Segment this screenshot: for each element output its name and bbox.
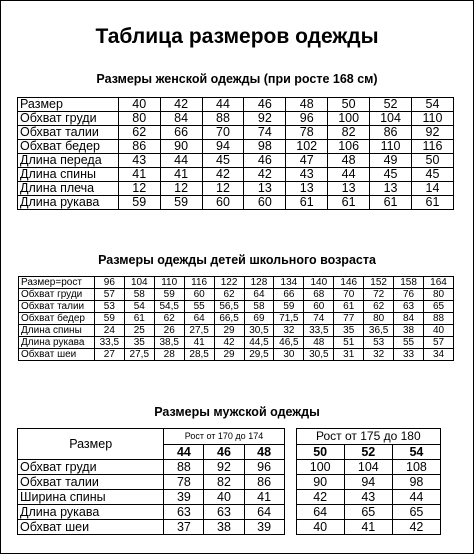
- table-cell: 104: [124, 277, 154, 289]
- row-label: Обхват бедер: [19, 313, 95, 325]
- table-cell: 53: [364, 337, 394, 349]
- table-cell: 66: [274, 289, 304, 301]
- row-label: Обхват шеи: [18, 520, 164, 535]
- men-section-title: Размеры мужской одежды: [154, 405, 320, 419]
- men-size-table: [17, 428, 441, 535]
- table-cell: 13: [328, 182, 370, 196]
- table-cell: 84: [160, 112, 202, 126]
- size-cell: 54: [392, 444, 440, 460]
- table-cell: 40: [424, 325, 454, 337]
- table-cell: 27,5: [124, 349, 154, 361]
- table-cell: 86: [118, 140, 160, 154]
- table-cell: 42: [244, 168, 286, 182]
- table-row: [18, 520, 441, 535]
- table-cell: 59: [154, 289, 184, 301]
- table-cell: 98: [244, 140, 286, 154]
- table-cell: 54: [411, 98, 453, 112]
- row-label: Обхват шеи: [19, 349, 95, 361]
- table-cell: 34: [424, 349, 454, 361]
- size-cell: 48: [244, 444, 284, 460]
- table-cell: 66,5: [214, 313, 244, 325]
- kids-section-title: Размеры одежды детей школьного возраста: [98, 253, 376, 267]
- table-cell: 27: [94, 349, 124, 361]
- table-cell: 61: [124, 313, 154, 325]
- table-cell: 100: [296, 460, 344, 475]
- table-cell: 78: [164, 475, 204, 490]
- table-row: [19, 325, 454, 337]
- table-cell: 28: [154, 349, 184, 361]
- table-cell: 60: [304, 301, 334, 313]
- table-cell: 86: [370, 126, 412, 140]
- table-cell: 61: [411, 196, 453, 210]
- row-label: Длина спины: [19, 325, 95, 337]
- table-cell: 59: [94, 313, 124, 325]
- table-cell: 80: [424, 289, 454, 301]
- table-cell: 37: [164, 520, 204, 535]
- table-cell: 62: [364, 301, 394, 313]
- table-cell: 116: [411, 140, 453, 154]
- row-label: Размер: [18, 98, 119, 112]
- table-row: [19, 337, 454, 349]
- table-cell: 56,5: [214, 301, 244, 313]
- table-cell: 110: [154, 277, 184, 289]
- row-label: Длина переда: [18, 154, 119, 168]
- table-cell: 48: [286, 98, 328, 112]
- table-cell: 53: [94, 301, 124, 313]
- table-cell: 48: [328, 154, 370, 168]
- table-cell: 90: [160, 140, 202, 154]
- table-cell: 61: [286, 196, 328, 210]
- table-cell: 45: [411, 168, 453, 182]
- table-cell: 60: [244, 196, 286, 210]
- table-row: [18, 182, 454, 196]
- table-cell: 76: [394, 289, 424, 301]
- women-size-table: [17, 97, 454, 210]
- table-cell: 40: [204, 490, 244, 505]
- table-cell: 41: [118, 168, 160, 182]
- table-cell: 54,5: [154, 301, 184, 313]
- row-label: Длина плеча: [18, 182, 119, 196]
- table-cell: 32: [364, 349, 394, 361]
- table-cell: 39: [244, 520, 284, 535]
- table-cell: 71,5: [274, 313, 304, 325]
- table-cell: 96: [286, 112, 328, 126]
- table-cell: 52: [370, 98, 412, 112]
- table-cell: 47: [286, 154, 328, 168]
- row-label: Обхват груди: [18, 112, 119, 126]
- table-cell: 33,5: [304, 325, 334, 337]
- table-cell: 43: [286, 168, 328, 182]
- table-cell: 36,5: [364, 325, 394, 337]
- table-row: [19, 313, 454, 325]
- table-cell: 64: [244, 289, 274, 301]
- table-cell: 44: [202, 98, 244, 112]
- table-cell: 44,5: [244, 337, 274, 349]
- table-row: [19, 349, 454, 361]
- table-cell: 104: [370, 112, 412, 126]
- row-label: Обхват бедер: [18, 140, 119, 154]
- table-cell: 94: [344, 475, 392, 490]
- table-cell: 35: [334, 325, 364, 337]
- table-row: [18, 112, 454, 126]
- table-cell: 98: [392, 475, 440, 490]
- table-cell: 116: [184, 277, 214, 289]
- table-cell: 40: [296, 520, 344, 535]
- table-cell: 77: [334, 313, 364, 325]
- table-cell: 42: [160, 98, 202, 112]
- table-cell: 108: [392, 460, 440, 475]
- table-cell: 45: [370, 168, 412, 182]
- table-cell: 106: [328, 140, 370, 154]
- table-cell: 88: [202, 112, 244, 126]
- row-label: Длина рукава: [19, 337, 95, 349]
- row-label: Обхват талии: [18, 475, 164, 490]
- table-cell: 31: [334, 349, 364, 361]
- table-cell: 46: [244, 98, 286, 112]
- table-cell: 51: [334, 337, 364, 349]
- table-cell: 63: [394, 301, 424, 313]
- table-cell: 88: [424, 313, 454, 325]
- table-cell: 88: [164, 460, 204, 475]
- table-cell: 82: [204, 475, 244, 490]
- table-cell: 100: [328, 112, 370, 126]
- table-cell: 38,5: [154, 337, 184, 349]
- table-cell: 29,5: [244, 349, 274, 361]
- table-cell: 45: [202, 154, 244, 168]
- table-cell: 96: [244, 460, 284, 475]
- table-row: [18, 154, 454, 168]
- table-cell: 128: [244, 277, 274, 289]
- table-cell: 30,5: [244, 325, 274, 337]
- table-row: [18, 505, 441, 520]
- table-cell: 66: [160, 126, 202, 140]
- size-cell: 44: [164, 444, 204, 460]
- table-cell: 57: [424, 337, 454, 349]
- table-cell: 62: [154, 313, 184, 325]
- table-cell: 122: [214, 277, 244, 289]
- table-row: [19, 301, 454, 313]
- table-cell: 61: [370, 196, 412, 210]
- table-row: [18, 98, 454, 112]
- row-label: Размер=рост: [19, 277, 95, 289]
- table-cell: 30: [274, 349, 304, 361]
- table-row: [19, 277, 454, 289]
- table-cell: 64: [184, 313, 214, 325]
- kids-size-table: [18, 276, 454, 361]
- table-cell: 74: [304, 313, 334, 325]
- table-cell: 134: [274, 277, 304, 289]
- table-cell: 43: [344, 490, 392, 505]
- table-cell: 42: [392, 520, 440, 535]
- table-cell: 72: [364, 289, 394, 301]
- table-cell: 78: [286, 126, 328, 140]
- table-cell: 164: [424, 277, 454, 289]
- table-cell: 13: [370, 182, 412, 196]
- table-cell: 62: [118, 126, 160, 140]
- table-cell: 13: [244, 182, 286, 196]
- table-cell: 102: [286, 140, 328, 154]
- table-cell: 61: [328, 196, 370, 210]
- table-cell: 12: [160, 182, 202, 196]
- table-cell: 12: [202, 182, 244, 196]
- table-cell: 50: [411, 154, 453, 168]
- table-row: [18, 490, 441, 505]
- table-cell: 96: [94, 277, 124, 289]
- table-cell: 68: [304, 289, 334, 301]
- table-cell: 42: [214, 337, 244, 349]
- table-cell: 33: [394, 349, 424, 361]
- row-label: Длина рукава: [18, 196, 119, 210]
- height-group-175-180: Рост от 175 до 180: [296, 429, 440, 445]
- table-cell: 44: [392, 490, 440, 505]
- table-cell: 54: [124, 301, 154, 313]
- table-cell: 58: [124, 289, 154, 301]
- table-cell: 14: [411, 182, 453, 196]
- table-cell: 152: [364, 277, 394, 289]
- women-section-title: Размеры женской одежды (при росте 168 см): [96, 72, 378, 86]
- table-row: [18, 196, 454, 210]
- table-cell: 50: [328, 98, 370, 112]
- table-cell: 146: [334, 277, 364, 289]
- table-cell: 24: [94, 325, 124, 337]
- size-cell: 50: [296, 444, 344, 460]
- page-title: Таблица размеров одежды: [95, 25, 379, 48]
- table-cell: 29: [214, 349, 244, 361]
- table-row: [19, 289, 454, 301]
- table-cell: 110: [411, 112, 453, 126]
- table-cell: 63: [204, 505, 244, 520]
- table-cell: 26: [154, 325, 184, 337]
- table-cell: 38: [394, 325, 424, 337]
- table-cell: 41: [184, 337, 214, 349]
- table-cell: 44: [328, 168, 370, 182]
- table-cell: 104: [344, 460, 392, 475]
- table-cell: 70: [334, 289, 364, 301]
- table-cell: 59: [118, 196, 160, 210]
- table-cell: 48: [304, 337, 334, 349]
- table-row: [18, 140, 454, 154]
- table-cell: 41: [244, 490, 284, 505]
- table-cell: 60: [184, 289, 214, 301]
- spacer-cell: [284, 429, 296, 535]
- table-cell: 12: [118, 182, 160, 196]
- table-cell: 69: [244, 313, 274, 325]
- table-cell: 33,5: [94, 337, 124, 349]
- table-cell: 55: [184, 301, 214, 313]
- table-cell: 29: [214, 325, 244, 337]
- table-row: [18, 168, 454, 182]
- table-cell: 39: [164, 490, 204, 505]
- row-label: Обхват груди: [19, 289, 95, 301]
- table-cell: 40: [118, 98, 160, 112]
- table-cell: 92: [244, 112, 286, 126]
- table-cell: 74: [244, 126, 286, 140]
- size-header-label: Размер: [18, 429, 164, 460]
- table-cell: 110: [370, 140, 412, 154]
- table-cell: 58: [244, 301, 274, 313]
- height-group-170-174: Рост от 170 до 174: [164, 429, 284, 445]
- table-cell: 41: [160, 168, 202, 182]
- table-row: [18, 460, 441, 475]
- table-cell: 60: [202, 196, 244, 210]
- table-cell: 61: [334, 301, 364, 313]
- row-label: Длина рукава: [18, 505, 164, 520]
- table-cell: 42: [202, 168, 244, 182]
- table-cell: 86: [244, 475, 284, 490]
- row-label: Обхват талии: [18, 126, 119, 140]
- table-cell: 63: [164, 505, 204, 520]
- table-cell: 30,5: [304, 349, 334, 361]
- table-cell: 62: [214, 289, 244, 301]
- row-label: Длина спины: [18, 168, 119, 182]
- table-cell: 65: [392, 505, 440, 520]
- table-cell: 32: [274, 325, 304, 337]
- table-cell: 90: [296, 475, 344, 490]
- table-row: [18, 126, 454, 140]
- table-cell: 28,5: [184, 349, 214, 361]
- table-cell: 57: [94, 289, 124, 301]
- table-cell: 64: [244, 505, 284, 520]
- table-cell: 80: [364, 313, 394, 325]
- table-cell: 65: [344, 505, 392, 520]
- table-cell: 43: [118, 154, 160, 168]
- table-cell: 38: [204, 520, 244, 535]
- row-label: Обхват груди: [18, 460, 164, 475]
- size-cell: 52: [344, 444, 392, 460]
- table-cell: 59: [274, 301, 304, 313]
- table-cell: 140: [304, 277, 334, 289]
- table-cell: 46: [244, 154, 286, 168]
- table-cell: 64: [296, 505, 344, 520]
- table-cell: 82: [328, 126, 370, 140]
- row-label: Обхват талии: [19, 301, 95, 313]
- table-cell: 65: [424, 301, 454, 313]
- table-cell: 27,5: [184, 325, 214, 337]
- row-label: Ширина спины: [18, 490, 164, 505]
- table-cell: 92: [411, 126, 453, 140]
- table-cell: 44: [160, 154, 202, 168]
- table-cell: 46,5: [274, 337, 304, 349]
- table-cell: 59: [160, 196, 202, 210]
- table-cell: 70: [202, 126, 244, 140]
- table-header-row: [18, 429, 441, 445]
- table-cell: 94: [202, 140, 244, 154]
- table-cell: 158: [394, 277, 424, 289]
- table-cell: 92: [204, 460, 244, 475]
- table-cell: 25: [124, 325, 154, 337]
- table-cell: 35: [124, 337, 154, 349]
- table-cell: 84: [394, 313, 424, 325]
- table-cell: 55: [394, 337, 424, 349]
- table-cell: 13: [286, 182, 328, 196]
- size-cell: 46: [204, 444, 244, 460]
- table-cell: 80: [118, 112, 160, 126]
- table-row: [18, 475, 441, 490]
- table-cell: 49: [370, 154, 412, 168]
- table-cell: 42: [296, 490, 344, 505]
- table-cell: 41: [344, 520, 392, 535]
